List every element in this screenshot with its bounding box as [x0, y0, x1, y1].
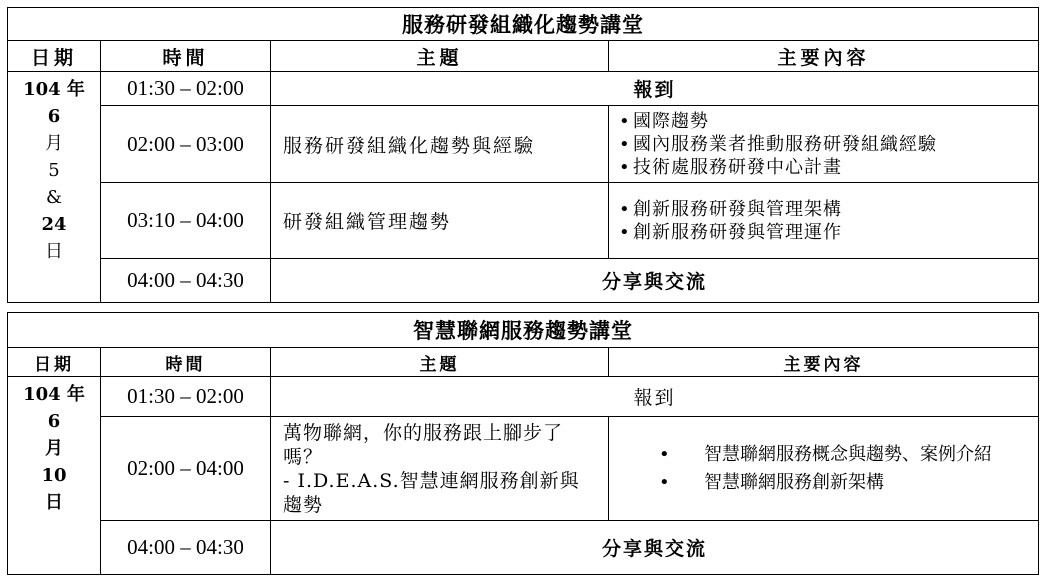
date-month-unit: 月 — [45, 438, 63, 459]
date-amp: & — [45, 187, 63, 208]
content-cell — [609, 417, 1039, 521]
schedule-table-2 — [7, 312, 1039, 575]
header-time: 時間 — [101, 348, 271, 377]
topic-cell: 服務研發組織化趨勢與經驗 — [271, 106, 609, 183]
list-item: • 智慧聯網服務創新架構 — [659, 469, 1038, 497]
topic-line-2: - I.D.E.A.S.智慧連網服務創新與趨勢 — [283, 469, 580, 516]
time-cell: 01:30 – 02:00 — [101, 377, 271, 417]
content-cell — [609, 106, 1039, 183]
table-title: 智慧聯網服務趨勢講堂 — [8, 313, 1039, 348]
header-time: 時間 — [101, 41, 271, 72]
date-day-unit: 日 — [45, 241, 63, 262]
date-year: 104 年 — [23, 79, 85, 100]
time-cell: 04:00 – 04:30 — [101, 521, 271, 575]
time-cell: 04:00 – 04:30 — [101, 259, 271, 303]
time-cell: 03:10 – 04:00 — [101, 183, 271, 259]
discussion-cell: 分享與交流 — [271, 521, 1039, 575]
header-date: 日期 — [8, 348, 101, 377]
header-topic: 主題 — [271, 348, 609, 377]
date-day-unit: 日 — [45, 492, 63, 513]
list-item: • 創新服務研發與管理架構 — [619, 198, 1038, 221]
date-day-1: 5 — [48, 160, 60, 181]
date-month: 6 — [47, 106, 61, 127]
date-cell — [8, 377, 101, 575]
topic-cell: 研發組織管理趨勢 — [271, 183, 609, 259]
date-month-unit: 月 — [45, 133, 63, 154]
list-item: • 國際趨勢 — [619, 110, 1038, 133]
time-cell: 02:00 – 03:00 — [101, 106, 271, 183]
date-day: 10 — [41, 465, 67, 486]
topic-cell — [271, 417, 609, 521]
list-item: • 國內服務業者推動服務研發組織經驗 — [619, 133, 1038, 156]
checkin-cell: 報到 — [271, 72, 1039, 106]
content-cell — [609, 183, 1039, 259]
time-cell: 02:00 – 04:00 — [101, 417, 271, 521]
header-topic: 主題 — [271, 41, 609, 72]
topic-line-1: 萬物聯網，你的服務跟上腳步了嗎？ — [283, 421, 564, 468]
header-content: 主要內容 — [609, 348, 1039, 377]
date-cell — [8, 72, 101, 303]
list-item: • 技術處服務研發中心計畫 — [619, 156, 1038, 179]
date-year: 104 年 — [23, 384, 85, 405]
list-item: • 創新服務研發與管理運作 — [619, 221, 1038, 244]
time-cell: 01:30 – 02:00 — [101, 72, 271, 106]
table-title: 服務研發組織化趨勢講堂 — [8, 8, 1039, 41]
date-month: 6 — [47, 411, 61, 432]
discussion-cell: 分享與交流 — [271, 259, 1039, 303]
schedule-table-1 — [7, 7, 1039, 303]
list-item: • 智慧聯網服務概念與趨勢、案例介紹 — [659, 441, 1038, 469]
checkin-cell: 報到 — [271, 377, 1039, 417]
header-content: 主要內容 — [609, 41, 1039, 72]
header-date: 日期 — [8, 41, 101, 72]
date-day-2: 24 — [41, 214, 67, 235]
